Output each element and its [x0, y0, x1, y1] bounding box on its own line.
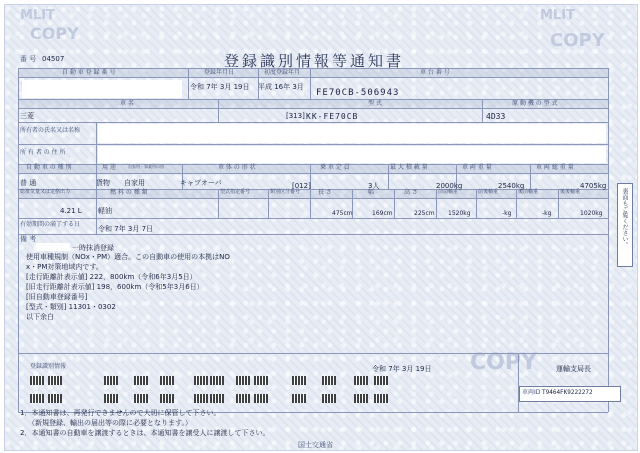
footer-note-3: 2．本通知書の自動車を譲渡するときは、本通知書を譲受人に譲渡して下さい。 — [20, 429, 270, 437]
remarks-line-1: 一時抹消登録 — [72, 244, 114, 252]
body-shape-value: キャブオーバ — [180, 179, 222, 187]
label-type-designation: 型式指定番号 — [220, 189, 251, 195]
remarks-line-6: [旧自動車登録番号] — [26, 293, 88, 301]
displacement-value: 4.21 L — [60, 207, 82, 215]
car-id-value: T9464FK9222272 — [542, 389, 593, 396]
fuel-value: 軽油 — [98, 207, 112, 215]
code-mark — [354, 376, 368, 385]
code-mark — [292, 394, 306, 403]
code-mark — [160, 376, 174, 385]
capacity-value: 3人 — [368, 182, 380, 190]
watermark-mlit-right: MLIT — [540, 8, 575, 23]
watermark-copy-bottom: COPY — [470, 350, 537, 375]
label-front-front-axle: 前前軸重 — [438, 189, 459, 195]
ministry-name: 国土交通省 — [298, 441, 333, 449]
serial-number: 04507 — [42, 55, 65, 63]
code-mark — [30, 394, 44, 403]
owner-address-label: 所 有 者 の 住 所 — [20, 149, 66, 156]
label-model: 型 式 — [368, 100, 382, 107]
registration-date-value: 令和 7年 3月 19日 — [190, 83, 250, 91]
label-rear-front-axle: 後前軸重 — [518, 189, 539, 195]
code-mark — [322, 376, 336, 385]
watermark-copy-left: COPY — [30, 24, 79, 43]
code-mark — [354, 394, 368, 403]
remarks-line-2: 使用車種規制（NOx・PM）適合。この自動車の使用の本拠はNO — [26, 253, 230, 261]
remarks-line-8: 以下余白 — [26, 313, 54, 321]
code-mark — [254, 376, 268, 385]
remarks-line-4: [走行距離計表示値] 222，800km（令和6年3月5日） — [26, 273, 197, 281]
footer-note-1: 1．本通知書は、再発行できませんので大切に保管して下さい。 — [20, 409, 221, 417]
header-label-chassis-number: 車 台 番 号 — [420, 69, 450, 76]
label-capacity: 乗 車 定 員 — [320, 164, 350, 171]
code-mark — [292, 376, 306, 385]
gross-weight-value: 4705kg — [580, 182, 607, 190]
code-mark — [210, 394, 224, 403]
owner-name-label: 所有者の氏名又は名称 — [20, 127, 81, 134]
side-note: 裏面もご覧ください。 — [621, 188, 628, 248]
issue-date: 令和 7年 3月 19日 — [372, 365, 432, 373]
category-value: 普 通 — [20, 179, 37, 187]
label-height: 高 さ — [404, 189, 418, 196]
car-id-label: 車両ID — [522, 389, 541, 396]
code-mark — [322, 394, 336, 403]
code-mark — [104, 376, 118, 385]
label-private-business: 自家用・事業用の別 — [128, 164, 164, 169]
private-business-value: 自家用 — [124, 179, 145, 187]
body-code-value: [012] — [292, 182, 311, 190]
header-label-registration-number: 自 動 車 登 録 番 号 — [62, 69, 116, 76]
rear-front-axle-value: -kg — [542, 210, 552, 217]
expiry-label: 有効期間の満了する日 — [20, 221, 81, 228]
label-fuel: 燃 料 の 種 類 — [110, 189, 148, 196]
label-front-rear-axle: 前後軸重 — [478, 189, 499, 195]
chassis-number-value: FE70CB-506943 — [316, 88, 400, 98]
width-value: 169cm — [372, 210, 393, 217]
remarks-line-5: [旧走行距離計表示値] 198，600km（令和5年3月6日） — [26, 283, 204, 291]
remarks-line-3: x・PM対策地域内です。 — [26, 263, 103, 271]
code-mark — [30, 376, 44, 385]
header-label-registration-date: 登録年月日 — [204, 69, 235, 76]
code-mark — [134, 376, 148, 385]
label-use: 用 途 — [102, 164, 116, 171]
document-title: 登録識別情報等通知書 — [224, 52, 405, 70]
redacted-registration-number — [22, 80, 182, 98]
code-mark — [374, 394, 388, 403]
model-code-value: [313] — [286, 112, 305, 120]
code-mark — [134, 394, 148, 403]
first-registration-value: 平成 16年 3月 — [258, 83, 304, 91]
code-mark — [374, 376, 388, 385]
label-width: 幅 — [368, 189, 375, 196]
code-mark — [254, 394, 268, 403]
serial-label: 番 号 — [20, 55, 37, 63]
use-value: 貨物 — [96, 179, 110, 187]
vehicle-weight-value: 2540kg — [498, 182, 525, 190]
label-displacement: 総排気量又は定格出力 — [20, 189, 71, 195]
registration-id-box-label: 登録識別情報 — [30, 363, 67, 370]
code-mark — [104, 394, 118, 403]
make-value: 三菱 — [20, 112, 34, 120]
remarks-label: 備 考 — [20, 235, 37, 243]
issuer: 運輸支局長 — [556, 365, 591, 373]
label-length: 長 さ — [318, 189, 332, 196]
max-load-value: 2000kg — [436, 182, 463, 190]
code-mark — [48, 376, 62, 385]
label-make: 車 名 — [120, 100, 134, 107]
label-vehicle-category: 自 動 車 の 種 別 — [26, 164, 72, 171]
code-mark — [160, 394, 174, 403]
front-front-axle-value: 1520kg — [448, 210, 471, 217]
remarks-line-7: [型式・類別] 11301・0302 — [26, 303, 116, 311]
model-value: KK-FE70CB — [306, 112, 359, 121]
code-mark — [210, 376, 224, 385]
header-label-first-registration: 初度登録年月 — [264, 69, 301, 76]
label-body-shape: 車 体 の 形 状 — [218, 164, 256, 171]
code-mark — [48, 394, 62, 403]
rear-rear-axle-value: 1020kg — [580, 210, 603, 217]
code-mark — [236, 394, 250, 403]
label-rear-rear-axle: 後後軸重 — [560, 189, 581, 195]
code-mark — [236, 376, 250, 385]
redacted-remarks-number — [36, 243, 70, 251]
expiry-value: 令和 7年 3月 7日 — [98, 225, 154, 233]
label-vehicle-weight: 車 両 重 量 — [462, 164, 492, 171]
engine-type-value: 4D33 — [486, 112, 506, 121]
code-mark — [194, 394, 208, 403]
redacted-owner-name — [98, 124, 606, 143]
length-value: 475cm — [332, 210, 353, 217]
watermark-mlit-left: MLIT — [20, 8, 55, 23]
code-mark — [194, 376, 208, 385]
label-max-load: 最 大 積 載 量 — [390, 164, 428, 171]
redacted-owner-address — [98, 146, 606, 163]
label-classification: 類別区分番号 — [270, 189, 301, 195]
front-rear-axle-value: -kg — [502, 210, 512, 217]
label-gross-weight: 車 両 総 重 量 — [536, 164, 574, 171]
watermark-copy-right: COPY — [550, 30, 605, 51]
label-engine-type: 原 動 機 の 型 式 — [512, 100, 558, 107]
footer-note-2: （新規登録、輸出の届出等の際に必要となります。） — [28, 419, 192, 427]
height-value: 225cm — [414, 210, 435, 217]
